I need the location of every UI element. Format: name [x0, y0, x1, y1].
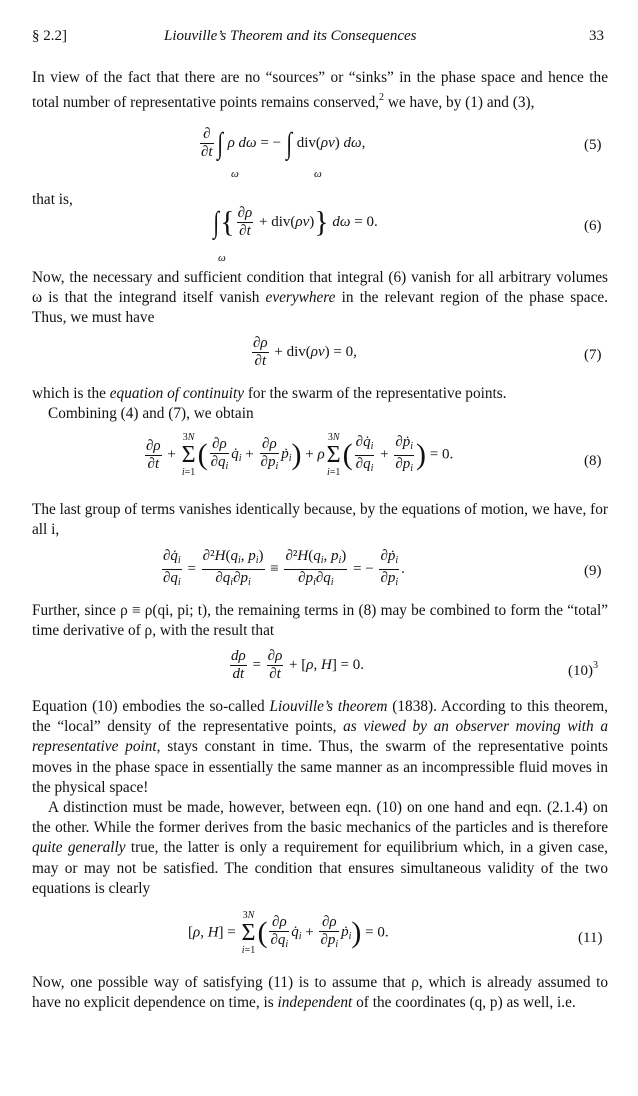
page-number: 33	[589, 28, 604, 44]
equation-9: $\frac{\partial q̇_i}{\partial q_i}$ = $\frac{\partial^2H(q_i, p_i)}{\partial q_i\partial p_i}$ ≡ $\frac{\partial^2H(q_i, p_i)}{\partial p_i\partial q_i}$ = − $\frac{\partial ṗ_i}{\partial p_i}$ .	[160, 548, 405, 591]
paragraph-distinction: A distinction must be made, however, between eqn. (10) on one hand and eqn. (2.1.4) on the other. While the former derives from the basic mechanics of the particles and is therefore quite generally true, the latter is only a requirement for equilibrium which, in a given case, may or may not be satisfied. The condition that ensures simultaneous validity of the two equations is clearly	[32, 799, 608, 897]
paragraph-condition: Now, the necessary and sufficient condition that integral (6) vanish for all arbitrary volumes ω is that the integrand itself vanish everywhere in the relevant region of the phase space. Thus, we must have	[32, 269, 608, 327]
equation-number-8: (8)	[584, 453, 602, 469]
equation-number-11: (11)	[578, 930, 603, 946]
equation-6: ∫{ $\frac{\partial\rho}{\partial t}$ + div(ρv)} dω = 0.	[213, 205, 378, 239]
equation-number-9: (9)	[584, 563, 602, 579]
footnote-marker: 2	[379, 92, 385, 104]
equation-8: $\frac{\partial\rho}{\partial t}$ + 3N Σ i=1 ( $\frac{\partial\rho}{\partial q_i}$ $q̇_i$ + $\frac{\partial\rho}{\partial p_i}$ ṗ$_i$) + ρ 3N Σ i=1 ( $\frac{\partial q̇_i}{\partial q_i}$ + $\frac{\partial ṗ_i}{\partial p_i}$ ) = 0.	[146, 432, 454, 478]
book-page: § 2.2] Liouville’s Theorem and its Consequences 33 In view of the fact that there are no “sources” or “sinks” in the phase space and hence the total number of representative points remains conserved,$^2$ we have, by (1) and (3), $\frac{\partial}{\partial t}$ ∫ ρ dω = − ∫ div(ρv) dω, ω ω (5) that is, ∫{ $\frac{\partial\rho}{\partial t}$ + div(ρv)} dω = 0. ω (6) Now, the necessary and sufficient condition that integral (6) vanish for all arbitrary volumes ω is that the integrand itself vanish everywhere in the relevant region of the phase space. Thus, we must have $\frac{\partial\rho}{\partial t}$ + div(ρv) = 0, (7) which is the equation of continuity for the swarm of the representative points. Combining (4) and (7), we obtain $\frac{\partial\rho}{\partial t}$ + 3N Σ i=1 ( $\frac{\partial\rho}{\partial q_i}$ $q̇_i$ + $\frac{\partial\rho}{\partial p_i}$ ṗ$_i$) + ρ 3N Σ i=1 ( $\frac{\partial q̇_i}{\partial q_i}$ + $\frac{\partial ṗ_i}{\partial p_i}$ ) = 0. (8) The last group of terms vanishes identically because, by the equations of motion, we have, for all i, $\frac{\partial q̇_i}{\partial q_i}$ = $\frac{\partial^2H(q_i, p_i)}{\partial q_i\partial p_i}$ ≡ $\frac{\partial^2H(q_i, p_i)}{\partial p_i\partial q_i}$ = − $\frac{\partial ṗ_i}{\partial p_i}$ . (9) Further, since ρ ≡ ρ(qi, pi; t), the remaining terms in (8) may be combined to form the “total” time derivative of ρ, with the result that $\frac{d\rho}{dt}$ = $\frac{\partial\rho}{\partial t}$ + [ρ, H] = 0. $(10)^3$ Equation (10) embodies the so-called Liouville’s theorem (1838). According to this theorem, the “local” density of the representative points, as viewed by an observer moving with a representative point, stays constant in time. Thus, the swarm of the representative points moves in the phase space in essentially the same manner as an incompressible fluid moves in the physical space! A distinction must be made, however, between eqn. (10) on one hand and eqn. (2.1.4) on the other. While the former derives from the basic mechanics of the particles and is therefore quite generally true, the latter is only a requirement for equilibrium which, in a given case, may or may not be satisfied. The condition that ensures simultaneous validity of the two equations is clearly [ρ, H] = 3N Σ i=1 ( $\frac{\partial\rho}{\partial q_i}$ $q̇_i$ + $\frac{\partial\rho}{\partial p_i}$ ṗ$_i$) = 0. (11) Now, one possible way of satisfying (11) is to assume that ρ, which is already assumed to have no explicit dependence on time, is independent of the coordinates (q, p) as well, i.e.	[0, 0, 638, 1096]
paragraph-liouville: Equation (10) embodies the so-called Liouville’s theorem (1838). According to this theorem, the “local” density of the representative points, as viewed by an observer moving with a representative point, stays constant in time. Thus, the swarm of the representative points moves in the phase space in essentially the same manner as an incompressible fluid moves in the physical space!	[32, 698, 609, 796]
section-marker: § 2.2]	[32, 28, 67, 44]
paragraph-total-derivative: Further, since ρ ≡ ρ(qi, pi; t), the remaining terms in (8) may be combined to form the “total” time derivative of ρ, with the result that	[32, 602, 608, 640]
equation-number-7: (7)	[584, 347, 602, 363]
equation-number-5: (5)	[584, 137, 602, 153]
equation-number-6: (6)	[584, 218, 602, 234]
paragraph-that-is: that is,	[32, 191, 73, 208]
paragraph-motion: The last group of terms vanishes identically because, by the equations of motion, we have, for all i,	[32, 501, 608, 539]
paragraph-continuity: which is the equation of continuity for the swarm of the representative points. Combining (4) and (7), we obtain	[32, 385, 507, 423]
paragraph-independent: Now, one possible way of satisfying (11) is to assume that ρ, which is already assumed to have no explicit dependence on time, is independent of the coordinates (q, p) as well, i.e.	[32, 974, 608, 1012]
equation-7: $\frac{\partial\rho}{\partial t}$ + div(ρv) = 0,	[253, 335, 357, 369]
equation-10: $\frac{d\rho}{dt}$ = $\frac{\partial\rho}{\partial t}$ + [ρ, H] = 0.	[231, 648, 365, 682]
equation-5: $\frac{\partial}{\partial t}$ ∫ ρ dω = − ∫ div(ρv) dω,	[201, 126, 366, 160]
equation-11: [ρ, H] = 3N Σ i=1 ( $\frac{\partial\rho}{\partial q_i}$ $q̇_i$ + $\frac{\partial\rho}{\partial p_i}$ ṗ$_i$) = 0.	[188, 910, 389, 956]
running-title: Liouville’s Theorem and its Consequences	[164, 28, 417, 44]
equation-number-10: $(10)^3$	[568, 660, 598, 679]
paragraph-intro: In view of the fact that there are no “sources” or “sinks” in the phase space and hence the total number of representative points remains conserved,$^2$ we have, by (1) and (3),	[32, 69, 608, 112]
